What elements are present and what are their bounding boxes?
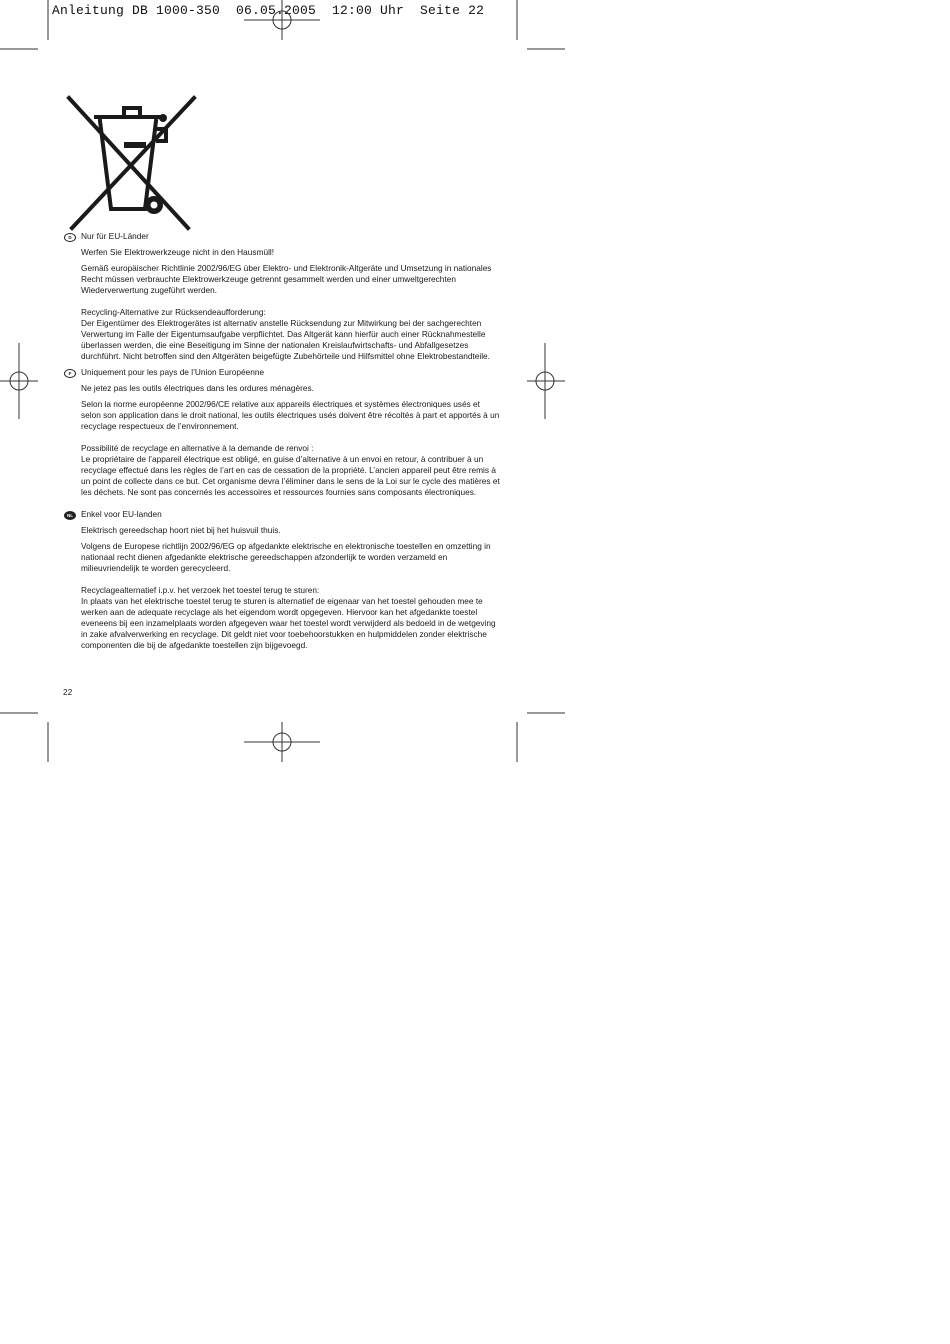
- paragraph: Elektrisch gereedschap hoort niet bij het huisvuil thuis.: [81, 525, 281, 535]
- section-nl: [67, 509, 501, 651]
- paragraph: Werfen Sie Elektrowerkzeuge nicht in den Hausmüll!: [81, 247, 275, 257]
- registration-mark-icon: [244, 722, 320, 762]
- paragraph: Le propriétaire de l’appareil électrique est obligé, en guise d’alternative à un envoi en retour, à contribuer à un recyclage effectué dans les règles de l’art en cas de cessation de la propriété. L’ancien appareil peut être remis à un point de collecte dans ce but. Cet organisme devra l’éliminer dans le sens de la Loi sur le cycle des matières et les déchets. Ne sont pas concernés les accessoires et ressources fournies sans composants électroniques.: [81, 454, 500, 497]
- paragraph: Der Eigentümer des Elektrogerätes ist alternativ anstelle Rücksendung zur Mitwirkung bei der sachgerechten Verwertung im Falle der Eigentumsaufgabe verpflichtet. Das Altgerät kann hierfür auch einer Rücknahmestelle überlassen werden, die eine Beseitigung im Sinne der nationalen Kreislaufwirtschafts- und Abfallgesetzes durchführt. Nicht betroffen sind den Altgeräten beigefügte Zubehörteile und Hilfsmittel ohne Elektrobestandteile.: [81, 318, 490, 361]
- country-flag-fr: F: [64, 369, 76, 378]
- section-heading: Uniquement pour les pays de l’Union Européenne: [81, 367, 265, 377]
- paragraph-title: Recycling-Alternative zur Rücksendeaufforderung:: [81, 307, 266, 317]
- paragraph-title: Possibilité de recyclage en alternative à la demande de renvoi :: [81, 443, 314, 453]
- page-number: 22: [63, 687, 73, 697]
- section-de: [68, 231, 501, 362]
- paragraph: Ne jetez pas les outils électriques dans les ordures ménagères.: [81, 383, 314, 393]
- registration-mark-icon: [0, 343, 38, 419]
- country-flag-de: D: [64, 233, 76, 242]
- section-heading: Enkel voor EU-landen: [81, 509, 162, 519]
- registration-mark-icon: [244, 0, 320, 40]
- paragraph: Volgens de Europese richtlijn 2002/96/EG op afgedankte elektrische en elektronische toestellen en omzetting in nationaal recht dienen afgedankte elektrische gereedschappen afzonderlijk te worden verzameld en milieuvriendelijk te worden gerecycleerd.: [81, 541, 491, 573]
- country-flag-nl: NL: [64, 511, 76, 520]
- crossed-out-wheelie-bin-icon: [66, 95, 198, 231]
- paragraph: In plaats van het elektrische toestel terug te sturen is alternatief de eigenaar van het toestel gehouden mee te werken aan de adequate recyclage als het eigendom wordt opgegeven. Hiervoor kan het afgedankte toestel eveneens bij een inzamelplaats worden afgegeven waar het toestel wordt verwijderd als bedoeld in de wetgeving in zake afvalverwerking en recyclage. Dit geldt niet voor toebehoorstukken en hulpmiddelen zonder elektrische componenten die bij de afgedankte toestellen zijn bijgevoegd.: [81, 596, 496, 650]
- registration-mark-icon: [527, 343, 565, 419]
- disposal-instructions: [67, 231, 501, 651]
- paragraph-title: Recyclagealternatief i.p.v. het verzoek het toestel terug te sturen:: [81, 585, 320, 595]
- section-heading: Nur für EU-Länder: [81, 231, 149, 241]
- print-slug-header: Anleitung DB 1000-350 06.05.2005 12:00 Uhr Seite 22: [52, 3, 485, 18]
- paragraph: Gemäß europäischer Richtlinie 2002/96/EG über Elektro- und Elektronik-Altgeräte und Umsetzung in nationales Recht müssen verbrauchte Elektrowerkzeuge getrennt gesammelt werden und einer umweltgerechten Wiederverwertung zugeführt werden.: [81, 263, 492, 295]
- paragraph: Selon la norme européenne 2002/96/CE relative aux appareils électriques et systèmes électroniques usés et selon son application dans le droit national, les outils électriques usés doivent être récoltés à part et apportés à un recyclage respectueux de l’environnement.: [81, 399, 500, 431]
- section-fr: [68, 367, 501, 498]
